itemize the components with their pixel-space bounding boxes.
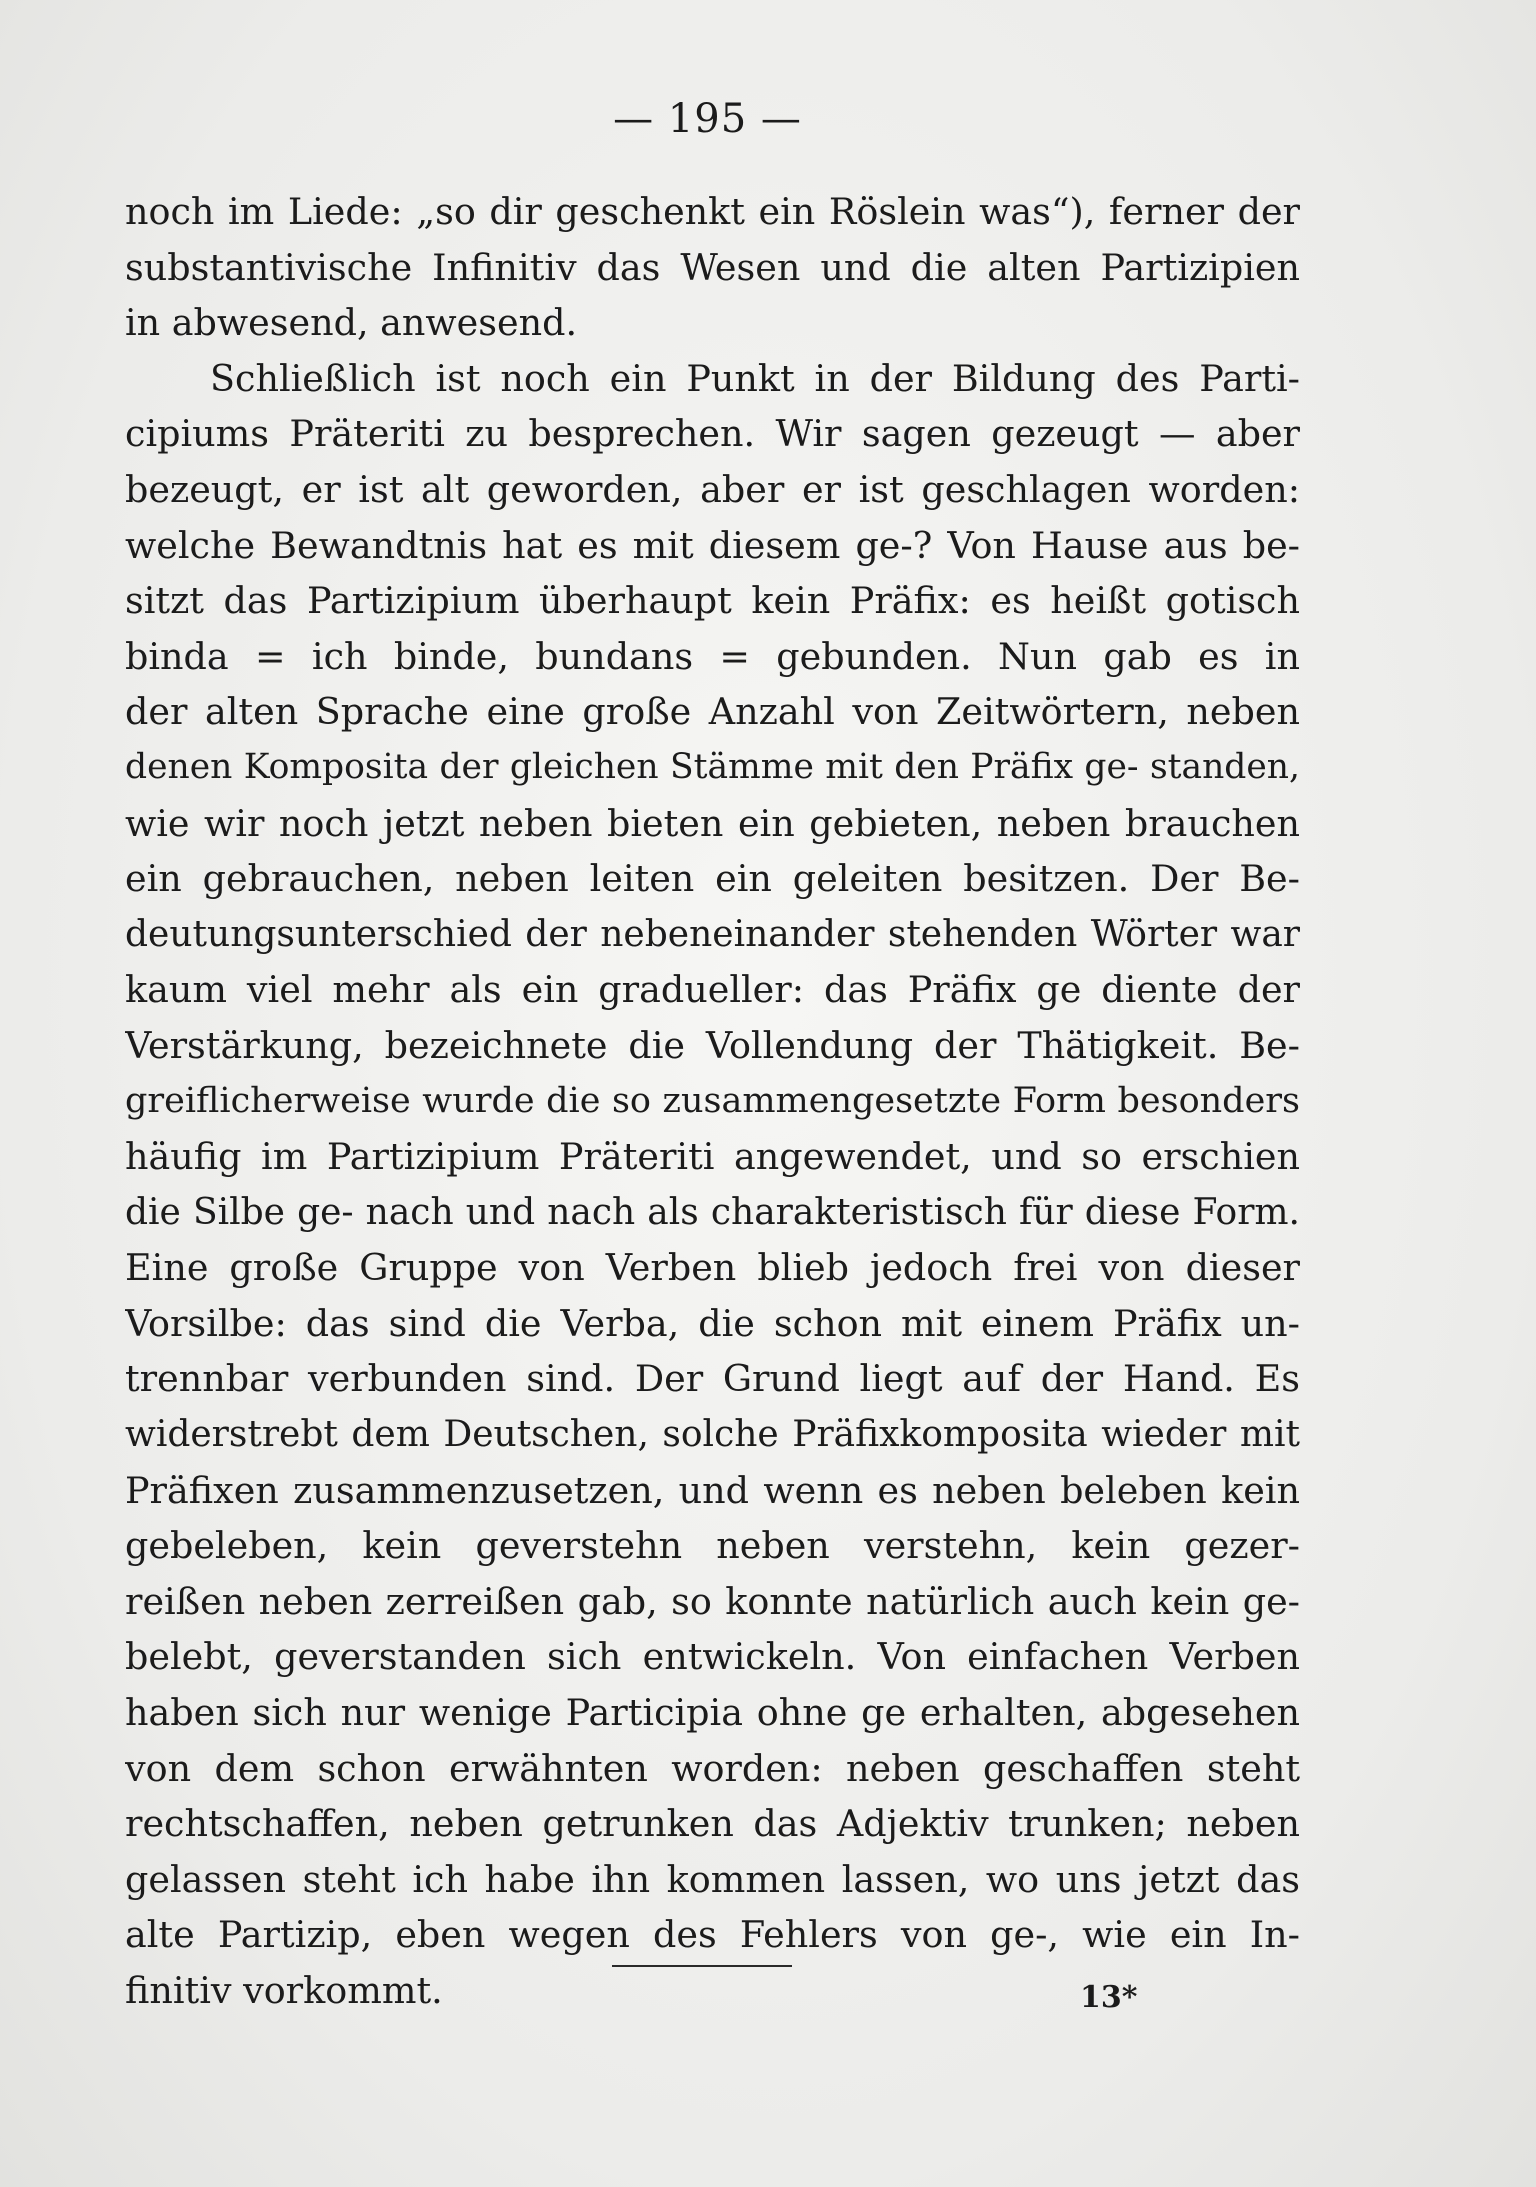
text-line: welche Bewandtnis hat es mit diesem ge-? Von Hause aus be- [125,523,1300,567]
text-line: binda = ich binde, bundans = gebunden. Nun gab es in [125,634,1300,678]
text-line: von dem schon erwähnten worden: neben geschaffen steht [125,1746,1300,1790]
text-line: deutungsunterschied der nebeneinander stehenden Wörter war [125,913,1300,955]
text-line: die Silbe ge- nach und nach als charakteristisch für diese Form. [125,1191,1300,1233]
text-line: ein gebrauchen, neben leiten ein geleiten besitzen. Der Be- [125,857,1300,901]
text-line: finitiv vorkommt. [125,1969,443,2012]
signature-mark: 13* [1080,1980,1138,2015]
text-line: noch im Liede: „so dir geschenkt ein Röslein was“), ferner der [125,190,1300,233]
text-line: kaum viel mehr als ein gradueller: das Präfix ge diente der [125,968,1300,1012]
text-line: belebt, geverstanden sich entwickeln. Von einfachen Verben [125,1635,1300,1679]
text-line: haben sich nur wenige Participia ohne ge erhalten, abgesehen [125,1691,1300,1735]
text-line: bezeugt, er ist alt geworden, aber er ist geschlagen worden: [125,467,1300,511]
text-line: cipiums Präteriti zu besprechen. Wir sagen gezeugt — aber [125,412,1300,456]
text-line: gelassen steht ich habe ihn kommen lassen, wo uns jetzt das [125,1857,1300,1901]
text-line: wie wir noch jetzt neben bieten ein gebieten, neben brauchen [125,801,1300,845]
body-text [125,184,1300,2019]
page-number-header: — 195 — [613,96,802,142]
text-line: alte Partizip, eben wegen des Fehlers von ge-, wie ein In- [125,1913,1300,1957]
text-line: trennbar verbunden sind. Der Grund liegt auf der Hand. Es [125,1357,1300,1401]
text-line: reißen neben zerreißen gab, so konnte natürlich auch kein ge- [125,1579,1300,1623]
text-line: Vorsilbe: das sind die Verba, die schon mit einem Präfix un- [125,1301,1300,1345]
text-line: Eine große Gruppe von Verben blieb jedoch frei von dieser [125,1246,1300,1290]
text-line: widerstrebt dem Deutschen, solche Präfixkomposita wieder mit [125,1414,1300,1456]
text-line: sitzt das Partizipium überhaupt kein Präfix: es heißt gotisch [125,579,1300,623]
text-line: substantivische Infinitiv das Wesen und die alten Partizipien [125,245,1300,289]
text-line: in abwesend, anwesend. [125,301,578,345]
text-line: der alten Sprache eine große Anzahl von Zeitwörtern, neben [125,690,1300,734]
text-line: rechtschaffen, neben getrunken das Adjektiv trunken; neben [125,1802,1300,1846]
text-line: Verstärkung, bezeichnete die Vollendung der Thätigkeit. Be- [125,1023,1300,1067]
text-line: Präfixen zusammenzusetzen, und wenn es neben beleben kein [125,1468,1300,1512]
text-line: denen Komposita der gleichen Stämme mit den Präfix ge- standen, [125,746,1300,787]
text-line: gebeleben, kein geverstehn neben verstehn, kein gezer- [125,1524,1300,1568]
text-line: häufig im Partizipium Präteriti angewendet, und so erschien [125,1135,1300,1179]
text-line: Schließlich ist noch ein Punkt in der Bildung des Parti- [210,356,1300,400]
text-line: greiflicherweise wurde die so zusammengesetzte Form besonders [125,1080,1300,1121]
footer-rule [612,1965,792,1967]
